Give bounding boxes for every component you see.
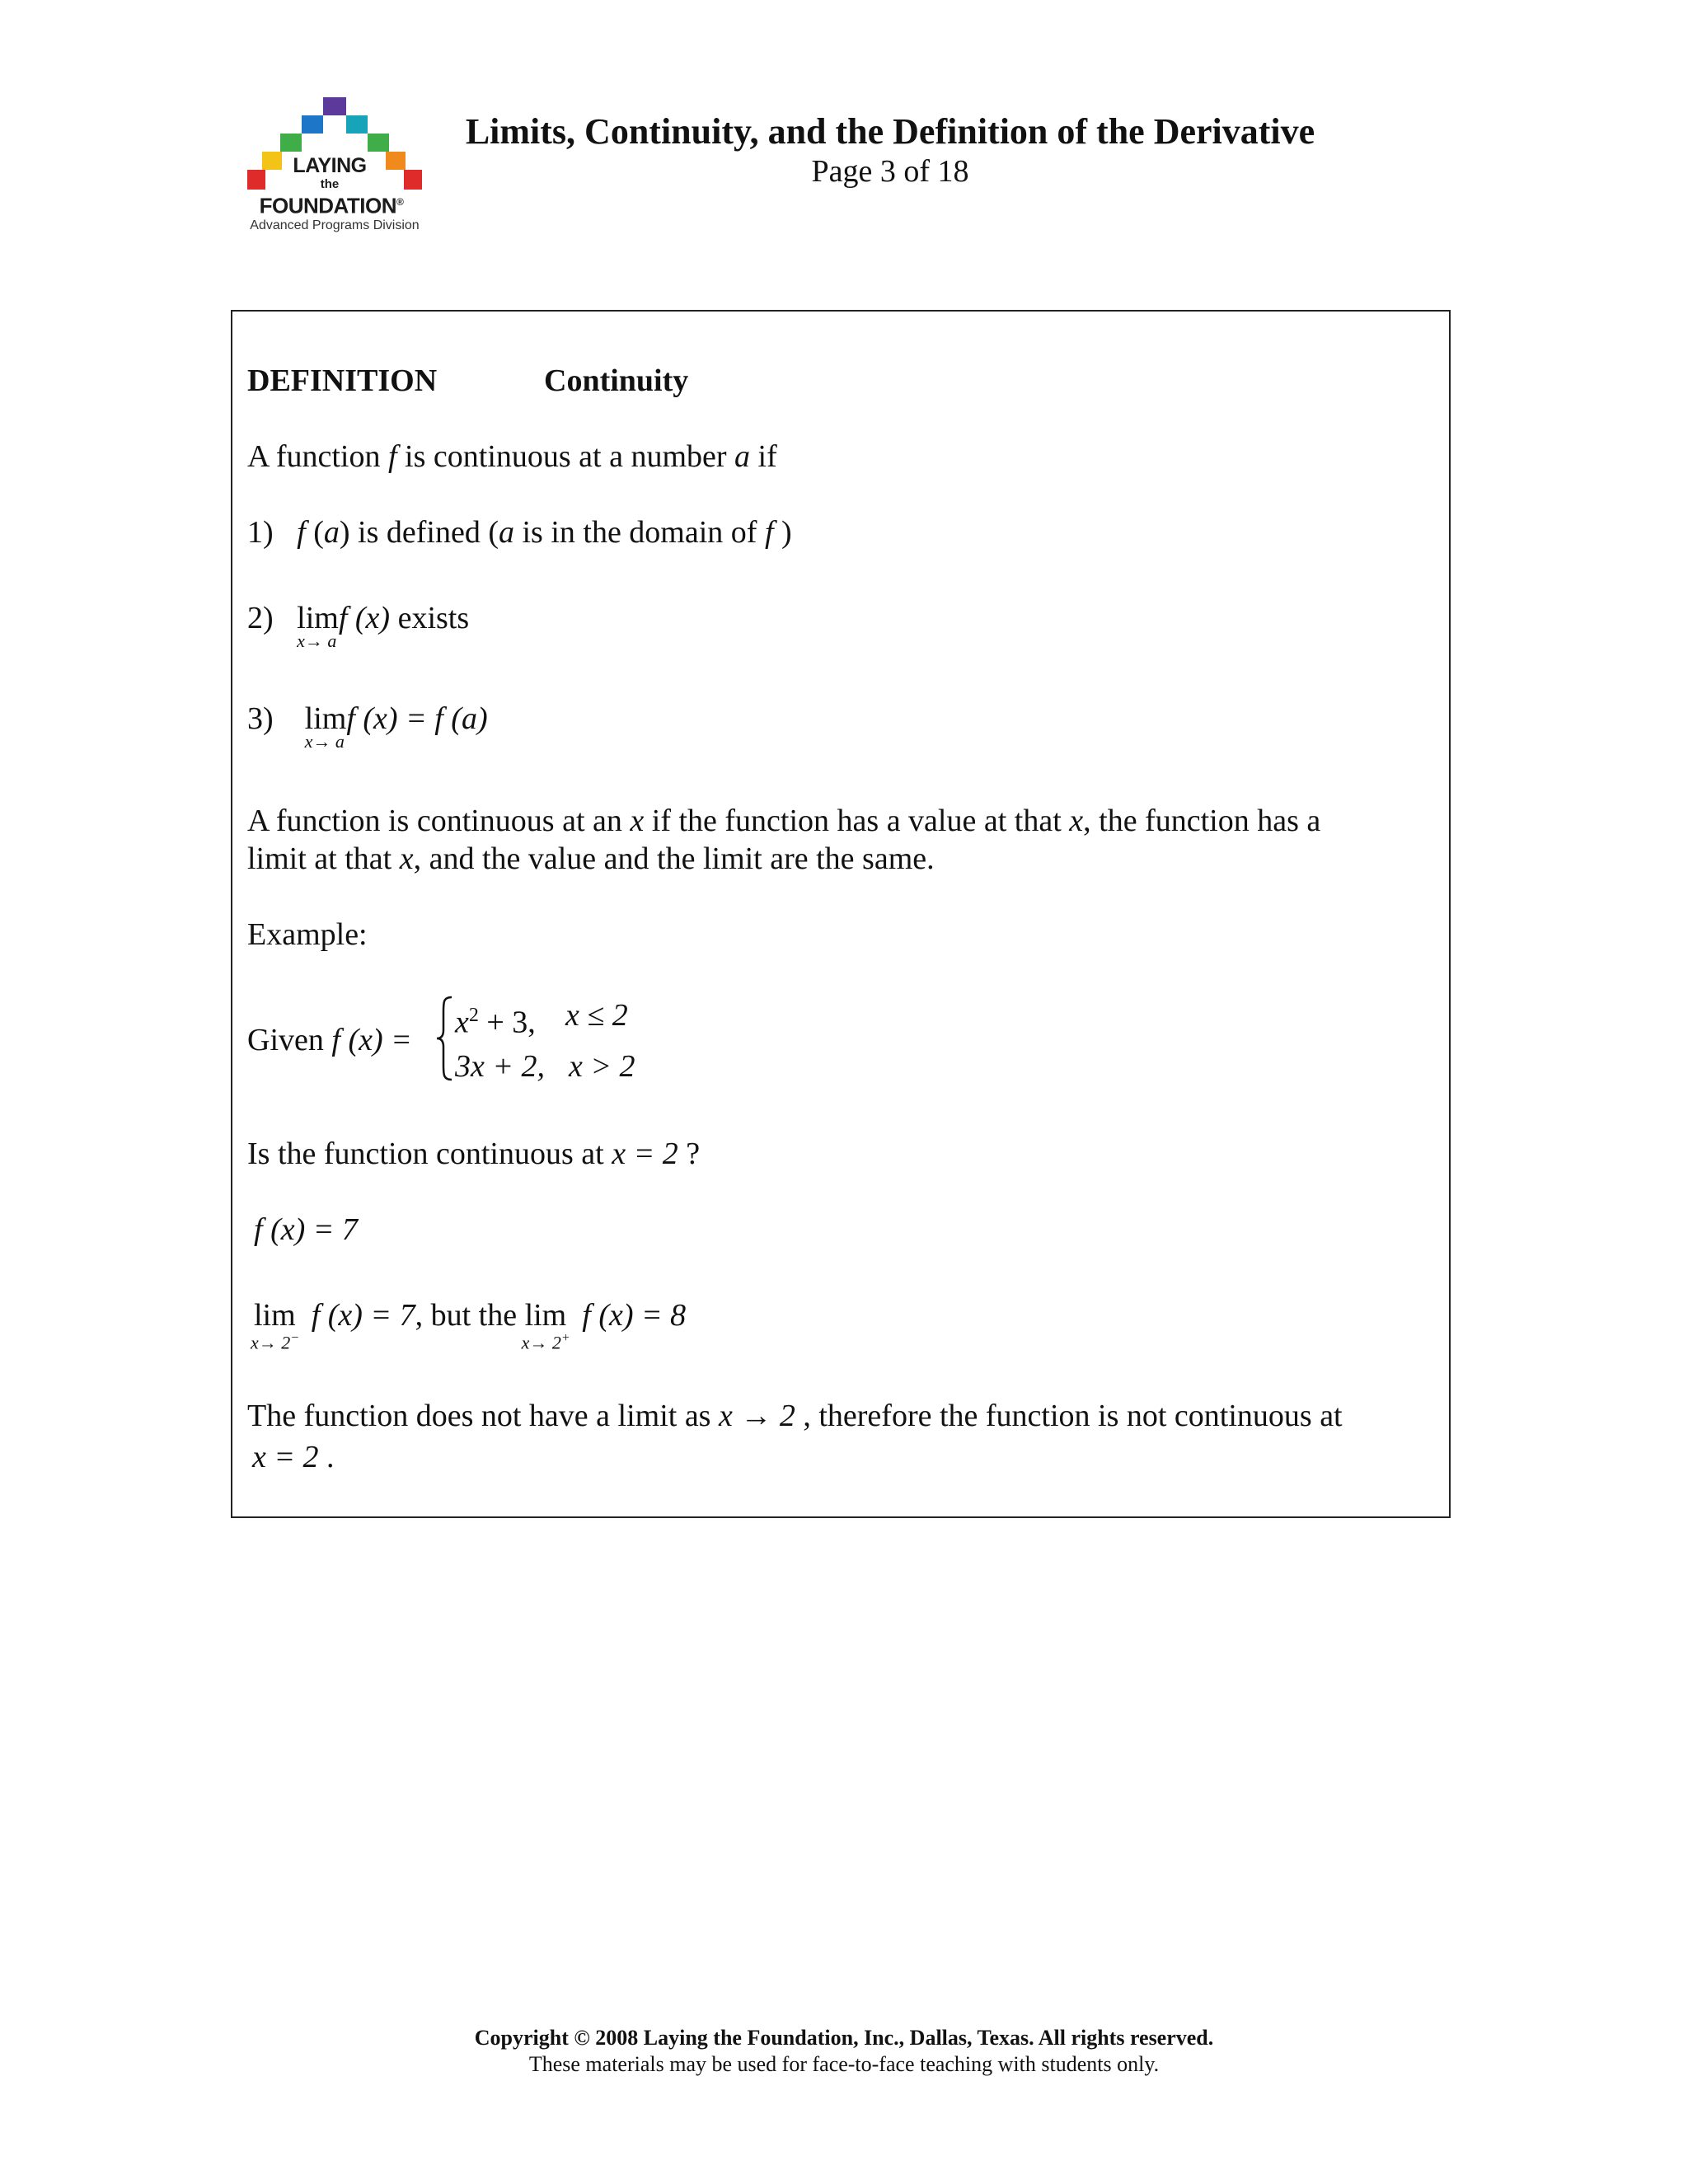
piecewise-brace-icon [435,996,453,1081]
condition-2: 2) lim x→ a f (x) exists [247,601,470,651]
one-sided-limits: lim x→ 2− f (x) = 7, but the lim x→ 2+ f (x) = 8 [251,1298,687,1353]
footer-note: These materials may be used for face-to-face teaching with students only. [528,2052,1160,2076]
given-function: Given f (x) = [247,1023,412,1057]
piecewise-case-2-expr: 3x + 2, [455,1049,546,1084]
condition-3: 3) lim x→ a f (x) = f (a) [247,701,488,752]
definition-box [231,310,1451,1518]
piecewise-case-1-expr: $x^2 + 3$, [455,1005,536,1040]
limit-operator: lim x→ a [304,701,347,752]
logo-subtitle: Advanced Programs Division [250,218,420,232]
definition-heading [247,363,689,399]
logo-word-foundation: FOUNDATION® [259,193,404,218]
left-limit-operator: lim x→ 2− [251,1298,300,1353]
example-label: Example: [247,917,368,952]
conclusion-line-1: The function does not have a limit as x → 2 , therefore the function is not continuous at [247,1399,1343,1433]
piecewise-case-1-condition: x ≤ 2 [565,998,628,1033]
piecewise-case-2-condition: x > 2 [569,1049,635,1084]
definition-term: Continuity [544,363,689,398]
logo-word-the: the [320,177,340,191]
document-title: Limits, Continuity, and the Definition of the Derivative [465,111,1315,152]
laying-the-foundation-logo [244,97,425,237]
function-value: f (x) = 7 [254,1212,358,1247]
question: Is the function continuous at x = 2 ? [247,1137,701,1171]
page-number: Page 3 of 18 [811,154,969,189]
footer-copyright: Copyright © 2008 Laying the Foundation, Inc., Dallas, Texas. All rights reserved. [474,2026,1214,2050]
condition-1: 1) f (a) is defined (a is in the domain of f ) [247,515,792,550]
summary-line-1: A function is continuous at an x if the function has a value at that x, the function has a [247,804,1321,838]
conclusion-line-2: x = 2 . [252,1440,335,1474]
limit-operator: lim x→ a [297,601,339,651]
summary-line-2: limit at that x, and the value and the limit are the same. [247,841,935,876]
logo-word-laying: LAYING [287,153,373,178]
definition-label: DEFINITION [247,363,438,398]
right-limit-operator: lim x→ 2+ [521,1298,570,1353]
definition-intro: A function f is continuous at a number a if [247,439,777,474]
